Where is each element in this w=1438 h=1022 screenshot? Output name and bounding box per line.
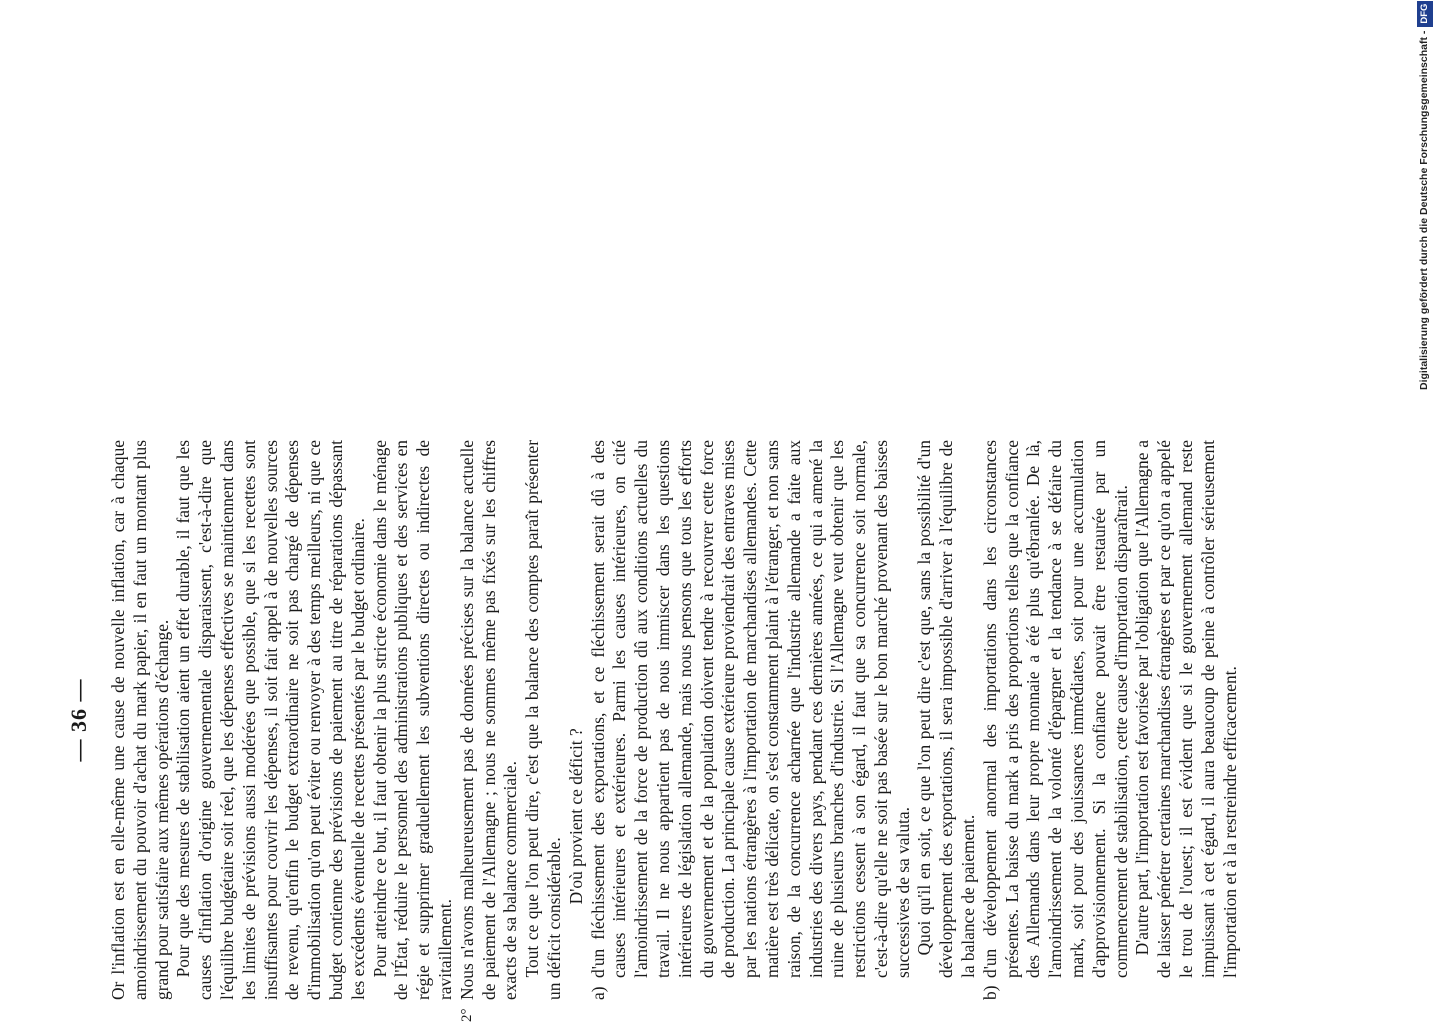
- list-item-b-continued: [1132, 440, 1241, 1000]
- section-number: 2°: [457, 1009, 479, 1022]
- paragraph-deficit: Tout ce que l'on peut dire, c'est que la balance des comptes paraît présenter un déficit considérable.: [522, 440, 566, 1000]
- list-item-a: [588, 440, 915, 1000]
- credit-text: Digitalisierung gefördert durch die Deutsche Forschungsgemeinschaft -: [1418, 31, 1430, 390]
- paragraph-inflation: Or l'inflation est en elle-même une cause de nouvelle inflation, car à chaque amoindrissement du pouvoir d'achat du mark papier, il en faut un montant plus grand pour satisfaire aux mêmes opérations d'échange.: [108, 440, 173, 1000]
- list-item-a-continued-text: Quoi qu'il en soit, ce que l'on peut dire c'est que, sans la possibilité d'un développement des exportations, il sera impossible d'arriver à l'équilibre de la balance de paiement.: [914, 440, 979, 978]
- list-item-b: [980, 440, 1133, 1000]
- page-number: — 36 —: [68, 440, 90, 1000]
- question-deficit: D'où provient ce déficit ?: [566, 440, 588, 1000]
- list-marker-b: b): [980, 986, 1002, 1001]
- list-item-b-text: d'un développement anormal des importations dans les circonstances présentes. La baisse du mark a pris des proportions telles que la confiance des Allemands dans leur propre monnaie a été plus qu'ébranlée. De là, l'amoindrissement de la volonté d'épargner et la tendance à se défaire du mark, soit pour des jouissances immédiates, soit pour une accumulation d'approvisionnement. Si la confiance pouvait être restaurée par un commencement de stabilisation, cette cause d'importation disparaîtrait.: [980, 440, 1131, 978]
- body-text: [108, 440, 1241, 1000]
- paragraph-economie: Pour atteindre ce but, il faut obtenir la plus stricte économie dans le ménage de l'État, réduire le personnel des administrations publiques et des services en régie et supprimer graduellement les subventions directes ou indirectes de ravitaillement.: [370, 440, 457, 1000]
- dfg-logo: DFG: [1417, 1, 1433, 27]
- list-item-a-text: d'un fléchissement des exportations, et ce fléchissement serait dû à des causes intérieures et extérieures. Parmi les causes intérieures, on cité l'amoindrissement de la force de production dû aux conditions actuelles du travail. Il ne nous appartient pas de nous immiscer dans les questions intérieures de législation allemande, mais nous pensons que tous les efforts du gouvernement et de la population doivent tendre à recouvrer cette force de production. La principale cause extérieure proviendrait des entraves mises par les nations étrangères à l'importation de marchandises allemandes. Cette matière est très délicate, on s'est constamment plaint à l'étranger, et non sans raison, de la concurrence acharnée que l'industrie allemande a faite aux industries des divers pays, pendant ces dernières années, ce qui a amené la ruine de plusieurs branches d'industrie. Si l'Allemagne veut obtenir que les restrictions cessent à son égard, il faut que sa concurrence soit normale, c'est-à-dire qu'elle ne soit pas basée sur le bon marché provenant des baisses successives de sa valuta.: [588, 440, 913, 978]
- digitization-credit: [1416, 10, 1438, 390]
- rotated-page-content: [108, 60, 1308, 1000]
- paragraph-stabilisation: Pour que des mesures de stabilisation aient un effet durable, il faut que les causes d'inflation d'origine gouvernementale disparaissent, c'est-à-dire que l'équilibre budgétaire soit réel, que les dépenses effectives se maintiennent dans les limites de prévisions aussi modérées que possible, que si les recettes sont insuffisantes pour couvrir les dépenses, il soit fait appel à de nouvelles sources de revenu, qu'enfin le budget extraordinaire ne soit pas chargé de dépenses d'immobilisation qu'on peut éviter ou renvoyer à des temps meilleurs, ni que ce budget contienne des prévisions de paiement au titre de réparations dépassant les excédents éventuelle de recettes présentés par le budget ordinaire.: [173, 440, 369, 1000]
- list-item-a-continued: [914, 440, 979, 1000]
- list-item-b-continued-text: D'autre part, l'importation est favorisée par l'obligation que l'Allemagne a de laisser pénétrer certaines marchandises étrangères et par ce qu'on a appelé le trou de l'ouest; il est évident que si le gouvernement allemand reste impuissant à cet égard, il aura beaucoup de peine à contrôler sérieusement l'importation et à la restreindre efficacement.: [1132, 440, 1241, 978]
- section-2-paragraph: [457, 440, 522, 1000]
- list-marker-a: a): [588, 986, 610, 1000]
- section-2-text: Nous n'avons malheureusement pas de données précises sur la balance actuelle de paiement de l'Allemagne ; nous ne sommes même pas fixés sur les chiffres exacts de sa balance commerciale.: [457, 440, 521, 1000]
